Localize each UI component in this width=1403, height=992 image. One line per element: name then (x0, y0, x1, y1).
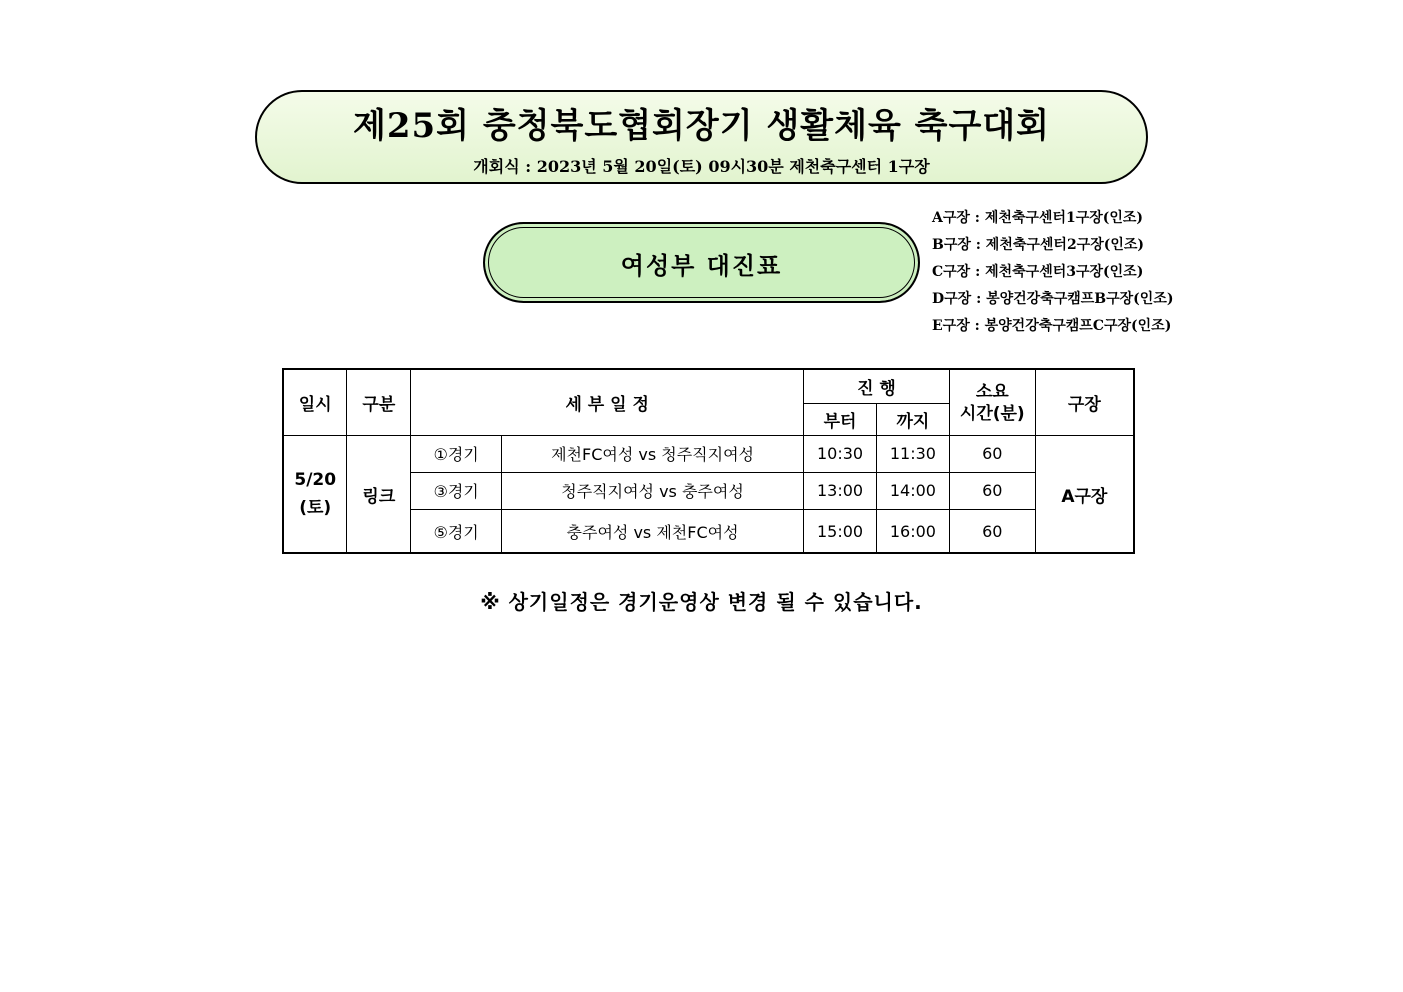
schedule-change-notice: ※ 상기일정은 경기운영상 변경 될 수 있습니다. (480, 590, 923, 614)
table-row (283, 436, 1134, 472)
game-cell: ①경기 (411, 436, 502, 472)
date-cell: 5/20 (토) (283, 436, 347, 553)
to-cell: 11:30 (876, 436, 949, 472)
venue-item-c: C구장 : 제천축구센터3구장(인조) (932, 264, 1144, 280)
to-cell: 14:00 (876, 472, 949, 509)
header-from: 부터 (804, 403, 877, 435)
from-cell: 13:00 (804, 472, 877, 509)
duration-cell: 60 (949, 436, 1035, 472)
table-row (283, 472, 1134, 509)
duration-cell: 60 (949, 510, 1035, 554)
header-duration: 소요 시간(분) (949, 369, 1035, 436)
page-title: 제25회 충청북도협회장기 생활체육 축구대회 (352, 106, 1051, 146)
header-to: 까지 (876, 403, 949, 435)
venue-list (932, 205, 1173, 340)
division-banner (483, 222, 920, 303)
header-progress: 진 행 (804, 369, 950, 403)
match-cell: 충주여성 vs 제천FC여성 (502, 510, 804, 554)
to-cell: 16:00 (876, 510, 949, 554)
table-row (283, 510, 1134, 554)
title-banner (255, 90, 1148, 184)
division-title: 여성부 대진표 (620, 251, 783, 280)
duration-cell: 60 (949, 472, 1035, 509)
category-cell: 링크 (347, 436, 411, 553)
from-cell: 15:00 (804, 510, 877, 554)
header-date: 일시 (283, 369, 347, 436)
header-detail: 세 부 일 정 (411, 369, 804, 436)
opening-ceremony-info: 개회식 : 2023년 5월 20일(토) 09시30분 제천축구센터 1구장 (473, 157, 930, 176)
schedule-table (282, 368, 1135, 554)
game-cell: ③경기 (411, 472, 502, 509)
venue-cell: A구장 (1035, 436, 1134, 553)
venue-item-b: B구장 : 제천축구센터2구장(인조) (932, 237, 1145, 253)
header-category: 구분 (347, 369, 411, 436)
from-cell: 10:30 (804, 436, 877, 472)
venue-item-e: E구장 : 봉양건강축구캠프C구장(인조) (932, 318, 1172, 334)
venue-item-a: A구장 : 제천축구센터1구장(인조) (932, 210, 1144, 226)
venue-item-d: D구장 : 봉양건강축구캠프B구장(인조) (932, 291, 1174, 307)
match-cell: 제천FC여성 vs 청주직지여성 (502, 436, 804, 472)
match-cell: 청주직지여성 vs 충주여성 (502, 472, 804, 509)
game-cell: ⑤경기 (411, 510, 502, 554)
header-venue: 구장 (1035, 369, 1134, 436)
